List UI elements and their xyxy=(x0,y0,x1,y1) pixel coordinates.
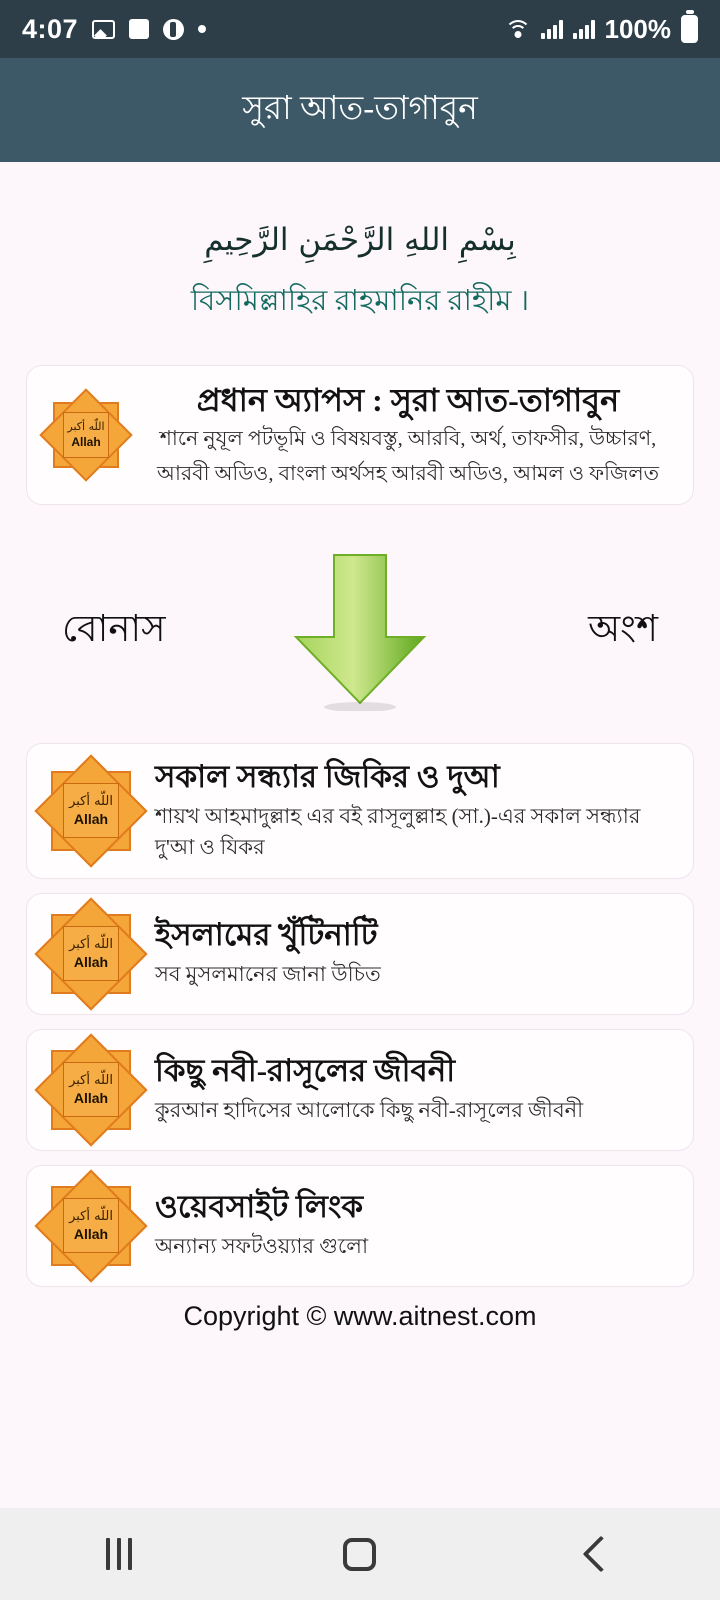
badge-arabic-text: اللّه أكبر xyxy=(69,1072,113,1088)
wifi-icon xyxy=(505,18,531,40)
app-bar xyxy=(0,58,720,162)
allah-badge-icon xyxy=(45,765,137,857)
badge-label: Allah xyxy=(73,1225,109,1242)
badge-arabic-text: اللّه أكبر xyxy=(69,793,113,809)
list-item[interactable] xyxy=(26,1029,694,1151)
battery-icon xyxy=(681,15,698,43)
opera-icon xyxy=(163,19,184,40)
main-app-card[interactable] xyxy=(26,365,694,505)
allah-badge-icon xyxy=(45,1044,137,1136)
page-title: সুরা আত-তাগাবুন xyxy=(242,91,478,127)
list-item-title: ওয়েবসাইট লিংক xyxy=(155,1189,364,1225)
recent-apps-icon[interactable] xyxy=(106,1538,132,1570)
allah-badge-icon xyxy=(45,908,137,1000)
main-app-card-texts xyxy=(143,380,673,490)
list-item-subtitle: সব মুসলমানের জানা উচিত xyxy=(155,962,381,987)
list-item[interactable] xyxy=(26,893,694,1015)
square-icon xyxy=(129,19,149,39)
battery-percent-label: 100% xyxy=(604,13,671,44)
main-app-card-title: প্রধান অ্যাপস : সুরা আত-তাগাবুন xyxy=(196,382,620,419)
badge-label: Allah xyxy=(73,1089,109,1106)
image-icon xyxy=(92,20,115,39)
main-app-card-subtitle-line2: আরবী অডিও, বাংলা অর্থসহ আরবী অডিও, আমল ও ফজিলত xyxy=(156,463,659,486)
badge-arabic-text: اللّه أكبر xyxy=(69,1208,113,1224)
allah-badge-icon xyxy=(45,1180,137,1272)
list-item-texts xyxy=(155,758,675,864)
list-item-title: সকাল সন্ধ্যার জিকির ও দুআ xyxy=(155,758,500,794)
list-item-subtitle: শায়খ আহমাদুল্লাহ এর বই রাসূলুল্লাহ (সা.)-এর সকাল সন্ধ্যার দু'আ ও যিকর xyxy=(155,803,641,860)
badge-label: Allah xyxy=(71,435,101,450)
badge-arabic-text: اللّه أكبر xyxy=(69,936,113,952)
bismillah-arabic: بِسْمِ اللهِ الرَّحْمَنِ الرَّحِيمِ xyxy=(204,222,516,258)
status-bar xyxy=(0,0,720,58)
copyright-label: Copyright © www.aitnest.com xyxy=(183,1300,537,1331)
back-icon[interactable] xyxy=(583,1536,620,1573)
status-bar-right xyxy=(505,14,699,45)
bonus-left-word: বোনাস xyxy=(62,609,166,651)
badge-arabic-text: اللّه أكبر xyxy=(67,420,105,434)
list-item-texts xyxy=(155,1052,675,1126)
dot-icon xyxy=(198,25,206,33)
list-item-texts xyxy=(155,1188,675,1262)
list-item-subtitle: অন্যান্য সফটওয়্যার গুলো xyxy=(155,1234,369,1259)
list-item-title: ইসলামের খুঁটিনাটি xyxy=(155,917,378,953)
home-icon[interactable] xyxy=(343,1538,376,1571)
list-item-subtitle: কুরআন হাদিসের আলোকে কিছু নবী-রাসূলের জীবনী xyxy=(155,1098,584,1123)
bonus-right-word: অংশ xyxy=(588,609,658,651)
badge-label: Allah xyxy=(73,810,109,827)
allah-badge-icon xyxy=(47,396,125,474)
bonus-items-list xyxy=(0,743,720,1287)
list-item[interactable] xyxy=(26,743,694,879)
down-arrow-icon xyxy=(290,551,430,711)
status-bar-left xyxy=(22,14,206,45)
list-item-title: কিছু নবী-রাসূলের জীবনী xyxy=(155,1053,456,1089)
bonus-banner xyxy=(0,535,720,727)
system-nav-bar xyxy=(0,1508,720,1600)
badge-label: Allah xyxy=(73,953,109,970)
bismillah-block xyxy=(0,162,720,327)
signal-icon-1 xyxy=(541,19,563,39)
main-content xyxy=(0,162,720,1508)
main-app-card-subtitle-line1: শানে নুযূল পটভূমি ও বিষয়বস্তু, আরবি, অর্থ, তাফসীর, উচ্চারণ, xyxy=(159,428,657,451)
signal-icon-2 xyxy=(573,19,595,39)
status-clock: 4:07 xyxy=(22,13,79,44)
list-item-texts xyxy=(155,916,675,990)
bismillah-bangla: বিসমিল্লাহির রাহমানির রাহীম । xyxy=(190,285,530,318)
list-item[interactable] xyxy=(26,1165,694,1287)
